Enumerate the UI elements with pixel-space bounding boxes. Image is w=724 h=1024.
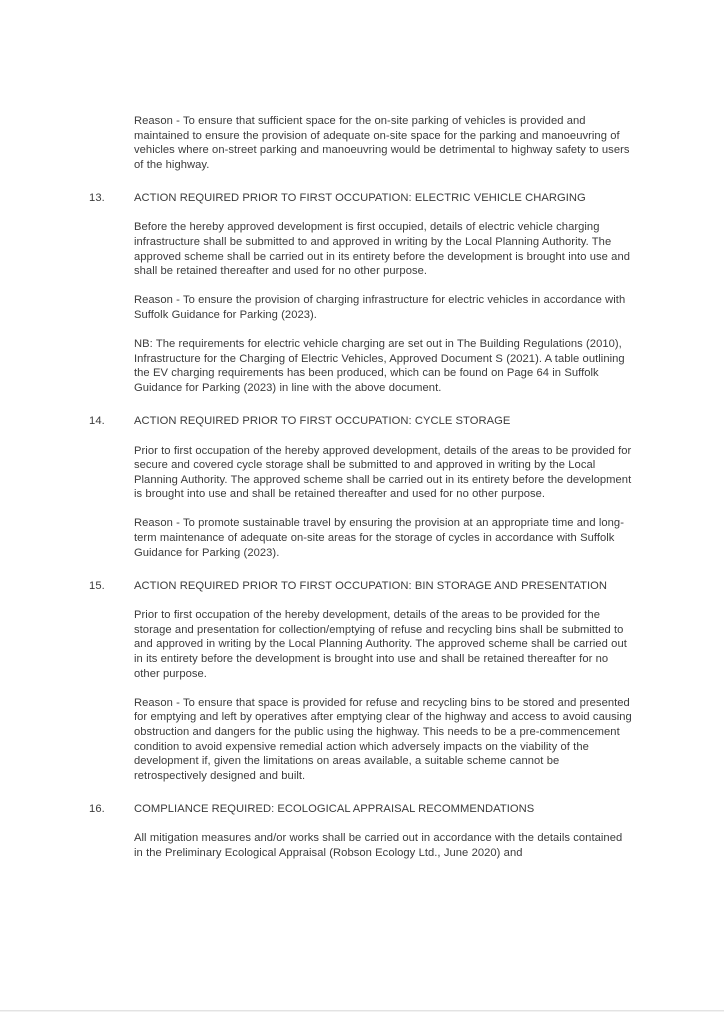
page-bottom-edge-shadow [0, 1011, 724, 1012]
standalone-paragraph-block [89, 114, 634, 172]
condition-number: 13. [89, 192, 105, 205]
section-spacer [89, 560, 634, 579]
paragraph-spacer [134, 502, 634, 517]
section-spacer [89, 395, 634, 414]
numbered-condition-16 [89, 802, 634, 860]
condition-paragraph: All mitigation measures and/or works shall be carried out in accordance with the details contained in the Preliminary Ecological Appraisal (Robson Ecology Ltd., June 2020) and [134, 832, 623, 859]
condition-number: 14. [89, 415, 105, 428]
condition-paragraph: Before the hereby approved development is first occupied, details of electric vehicle charging infrastructure shall be submitted to and approved in writing by the Local Planning Authority. The approved scheme shall be carried out in its entirety before the development is brought into use and shall be retained thereafter and used for no other purpose. [134, 221, 630, 278]
condition-paragraph: NB: The requirements for electric vehicle charging are set out in The Building Regulations (2010), Infrastructure for the Charging of Electric Vehicles, Approved Document S (2021). A table outlining the EV charging requirements has been produced, which can be found on Page 64 in Suffolk Guidance for Parking (2023) in line with the above document. [134, 338, 625, 394]
condition-paragraph: Prior to first occupation of the hereby development, details of the areas to be provided for the storage and presentation for collection/emptying of refuse and recycling bins shall be submitted to and approved in writing by the Local Planning Authority. The approved scheme shall be carried out in its entirety before the development is brought into use and shall be retained thereafter for no other purpose. [134, 609, 627, 680]
condition-paragraph: Reason - To ensure the provision of charging infrastructure for electric vehicles in accordance with Suffolk Guidance for Parking (2023). [134, 294, 626, 321]
section-spacer [89, 172, 634, 191]
paragraph-spacer [134, 594, 634, 609]
condition-number: 15. [89, 580, 105, 593]
reason-paragraph: Reason - To ensure that sufficient space for the on-site parking of vehicles is provided and maintained to ensure the provision of adequate on-site space for the parking and manoeuvring of vehicles where on-street parking and manoeuvring would be detrimental to highway safety to users of the highway. [134, 115, 630, 171]
section-spacer [89, 783, 634, 802]
paragraph-spacer [134, 429, 634, 444]
paragraph-spacer [134, 279, 634, 294]
condition-heading: ACTION REQUIRED PRIOR TO FIRST OCCUPATION: ELECTRIC VEHICLE CHARGING [134, 192, 586, 205]
document-body [89, 114, 634, 861]
paragraph-spacer [134, 206, 634, 221]
condition-paragraph: Reason - To promote sustainable travel by ensuring the provision at an appropriate time and long-term maintenance of adequate on-site areas for the storage of cycles in accordance with Suffolk Guidance for Parking (2023). [134, 517, 624, 559]
condition-number: 16. [89, 803, 105, 816]
numbered-condition-13 [89, 191, 634, 395]
paragraph-spacer [134, 323, 634, 338]
condition-heading: ACTION REQUIRED PRIOR TO FIRST OCCUPATION: BIN STORAGE AND PRESENTATION [134, 580, 608, 593]
condition-paragraph: Reason - To ensure that space is provided for refuse and recycling bins to be stored and presented for emptying and left by operatives after emptying clear of the highway and access to avoid causing obstruction and dangers for the public using the highway. This needs to be a pre-commencement condition to avoid expensive remedial action which adversely impacts on the viability of the development if, given the limitations on areas available, a suitable scheme cannot be retrospectively designed and built. [134, 696, 632, 782]
paragraph-spacer [134, 681, 634, 696]
numbered-condition-14 [89, 414, 634, 560]
numbered-condition-15 [89, 579, 634, 783]
paragraph-spacer [134, 817, 634, 832]
condition-heading: COMPLIANCE REQUIRED: ECOLOGICAL APPRAISAL RECOMMENDATIONS [134, 803, 535, 816]
condition-heading: ACTION REQUIRED PRIOR TO FIRST OCCUPATION: CYCLE STORAGE [134, 415, 511, 428]
condition-paragraph: Prior to first occupation of the hereby approved development, details of the areas to be provided for secure and covered cycle storage shall be submitted to and approved in writing by the Local Planning Authority. The approved scheme shall be carried out in its entirety before the development is brought into use and shall be retained thereafter and used for no other purpose. [134, 444, 632, 501]
